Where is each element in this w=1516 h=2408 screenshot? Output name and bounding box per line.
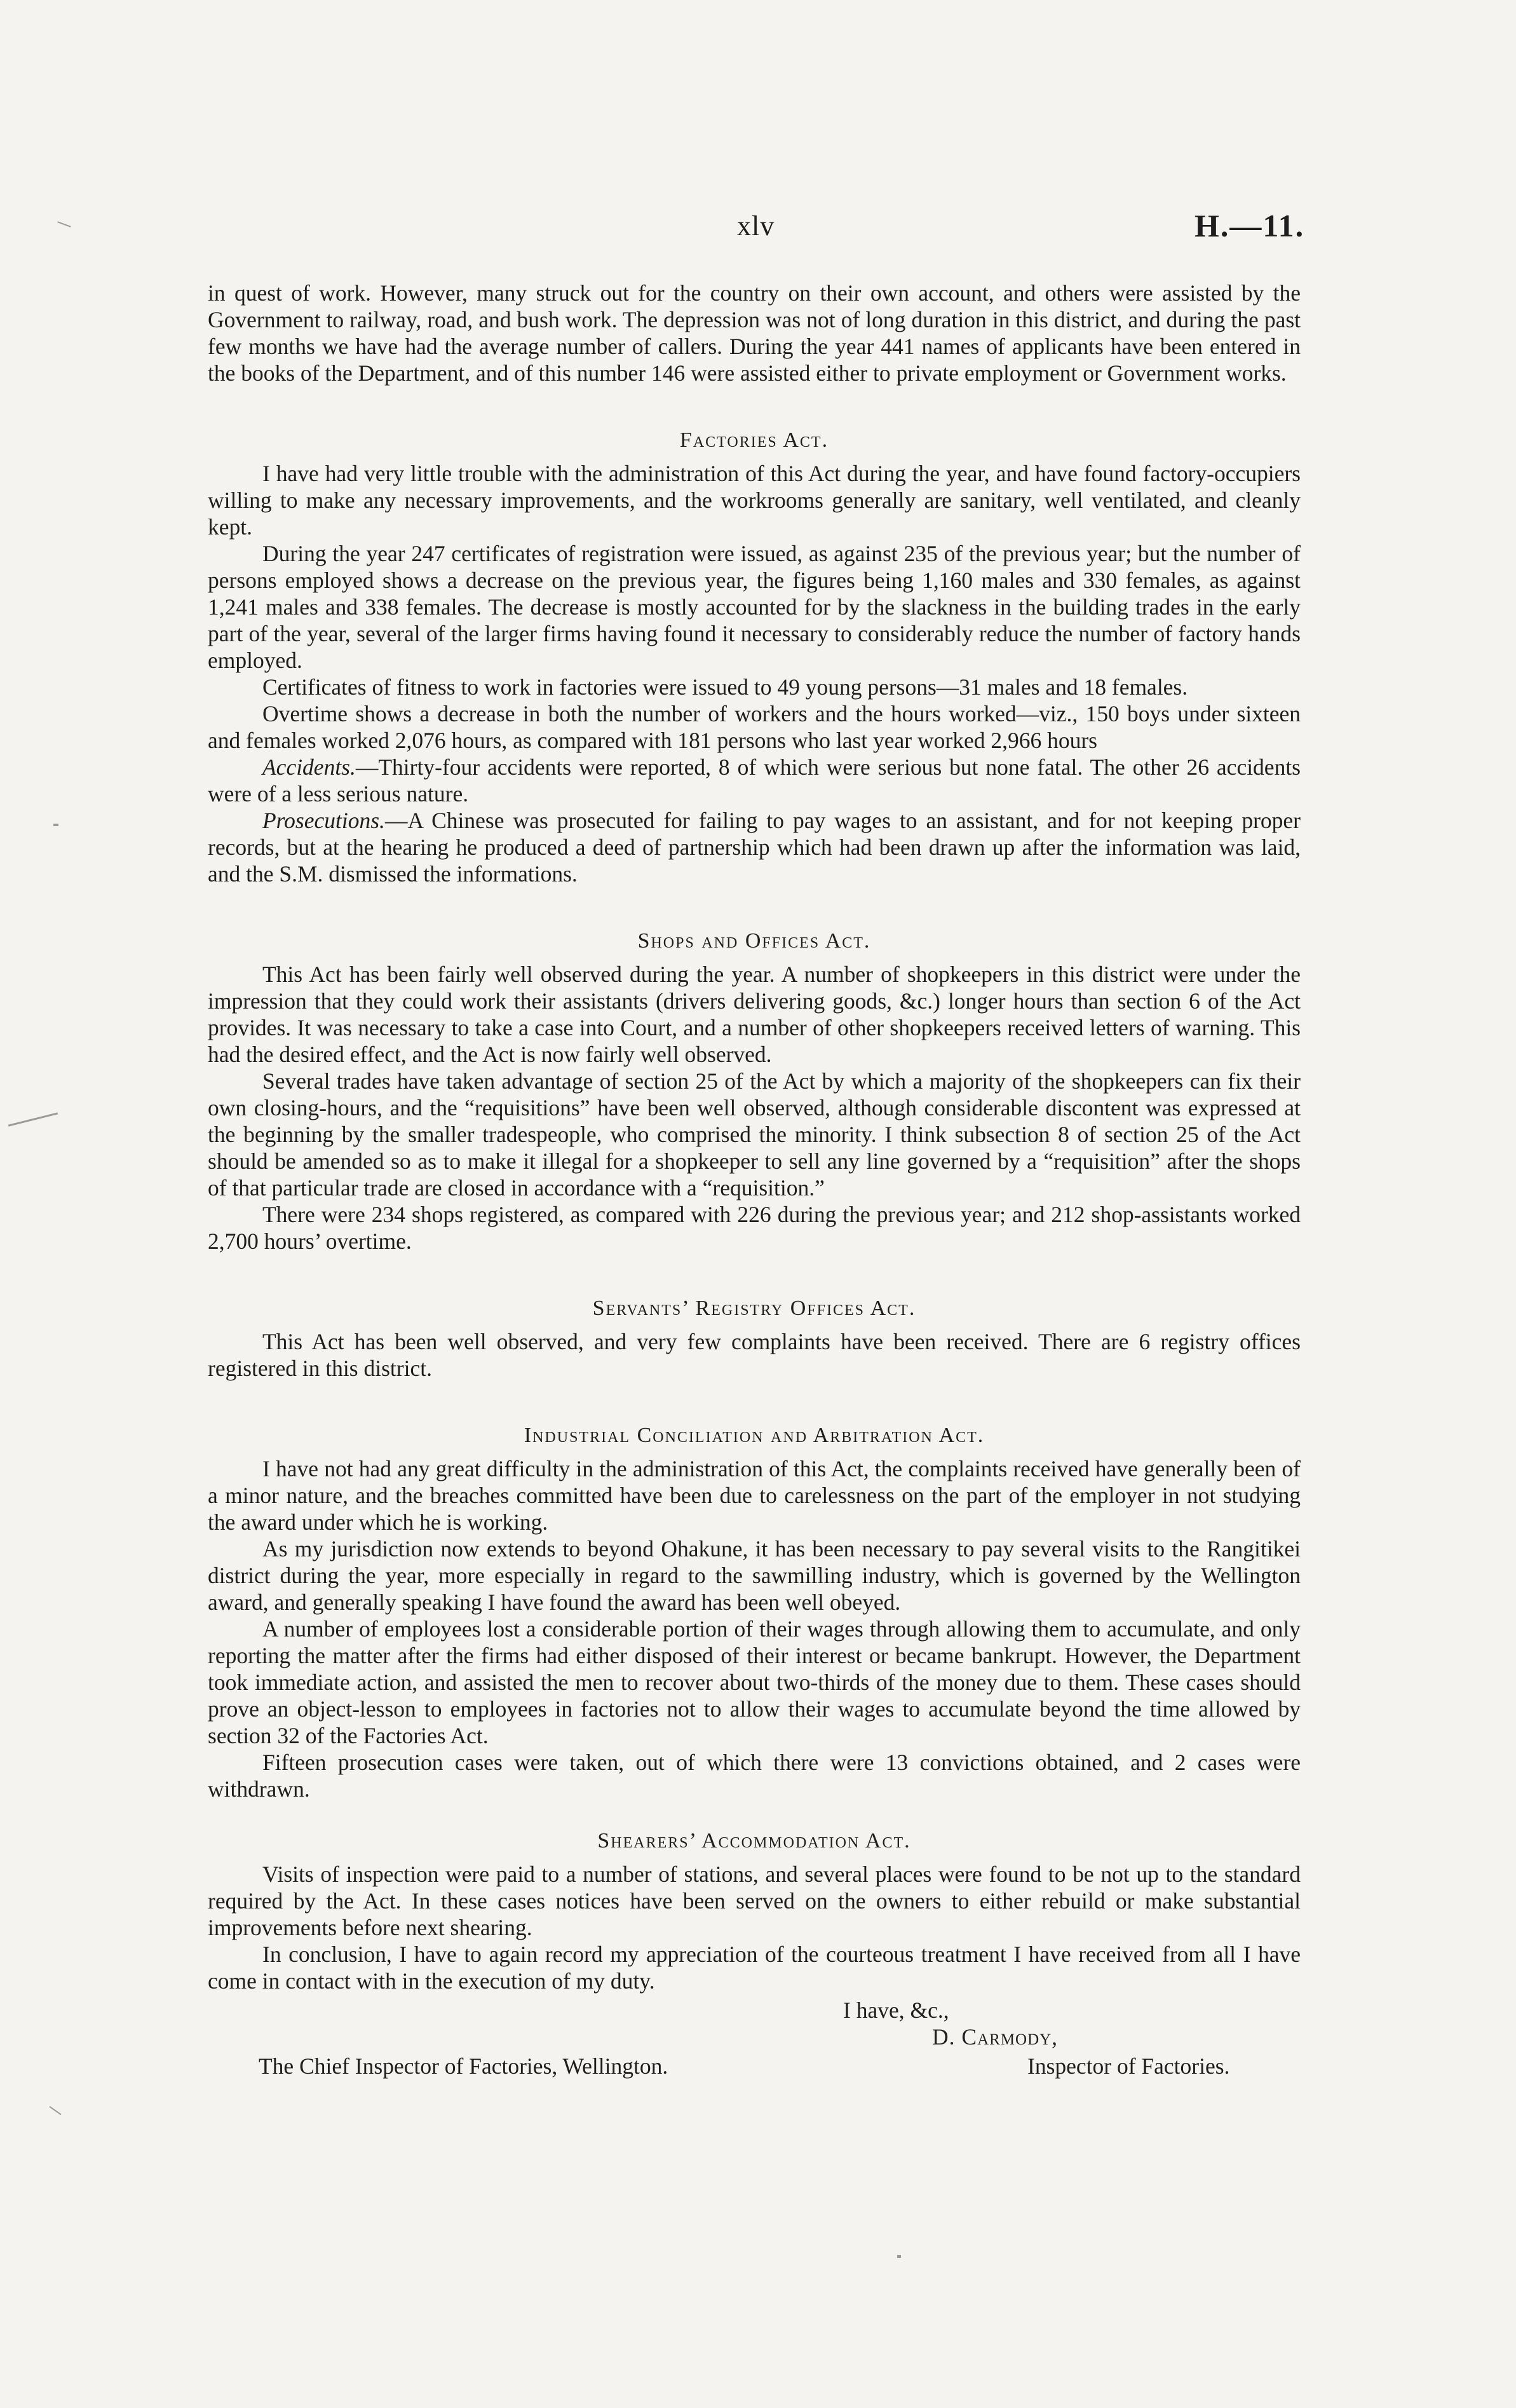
signoff-block (208, 1997, 1301, 2105)
signoff-title: Inspector of Factories. (1027, 2053, 1230, 2079)
factories-paragraph-1: I have had very little trouble with the administration of this Act during the year, and have found factory-occupiers willing to make any necessary improvements, and the workrooms generally are sanitary, well ventilated, and cleanly kept. (208, 461, 1301, 540)
factories-paragraph-3: Certificates of fitness to work in factories were issued to 49 young persons—31 males and 18 females. (262, 674, 1188, 700)
shops-act-heading: Shops and Offices Act. (637, 929, 871, 953)
industrial-paragraph-4: Fifteen prosecution cases were taken, out of which there were 13 convictions obtained, and 2 cases were withdrawn. (208, 1750, 1301, 1802)
industrial-paragraph-1: I have not had any great difficulty in the administration of this Act, the complaints received have generally been of a minor nature, and the breaches committed have been due to carelessness on the part of the employer in not studying the award under which he is working. (208, 1456, 1301, 1535)
factories-paragraph-2: During the year 247 certificates of registration were issued, as against 235 of the previous year; but the number of persons employed shows a decrease on the previous year, the figures being 1,160 males and 330 females, as against 1,241 males and 338 females. The decrease is mostly accounted for by the slackness in the building trades in the early part of the year, several of the larger firms having found it necessary to considerably reduce the number of factory hands employed. (208, 541, 1301, 673)
accidents-paragraph (208, 754, 1301, 807)
signoff-closing: I have, &c., (843, 1997, 949, 2023)
accidents-label: Accidents. (262, 754, 356, 780)
shearers-paragraph-2: In conclusion, I have to again record my appreciation of the courteous treatment I have received from all I have come in contact with in the execution of my duty. (208, 1942, 1301, 1994)
factories-paragraph-4: Overtime shows a decrease in both the number of workers and the hours worked—viz., 150 boys under sixteen and females worked 2,076 hours, as compared with 181 persons who last year worked 2,966 hours (208, 701, 1301, 753)
page-header (0, 210, 1516, 254)
shops-paragraph-1: This Act has been fairly well observed during the year. A number of shopkeepers in this district were under the impression that they could work their assistants (drivers delivering goods, &c.) longer hours than section 6 of the Act provides. It was necessary to take a case into Court, and a number of other shopkeepers received letters of warning. This had the desired effect, and the Act is now fairly well observed. (208, 962, 1301, 1067)
accidents-text: —Thirty-four accidents were reported, 8 of which were serious but none fatal. The other 26 accidents were of a less serious nature. (208, 754, 1301, 806)
scan-mark (8, 1112, 58, 1126)
page-number: xlv (737, 210, 775, 241)
shearers-paragraph-1: Visits of inspection were paid to a number of stations, and several places were found to be not up to the standard required by the Act. In these cases notices have been served on the owners to either rebuild or make substantial improvements before next shearing. (208, 1861, 1301, 1940)
page-body (208, 280, 1301, 2105)
shops-paragraph-2: Several trades have taken advantage of section 25 of the Act by which a majority of the shopkeepers can fix their own closing-hours, and the “requisitions” have been well observed, although considerable discontent was expressed at the beginning by the smaller tradespeople, who comprised the minority. I think subsection 8 of section 25 of the Act should be amended so as to make it illegal for a shopkeeper to sell any line governed by a “requisition” after the shops of that particular trade are closed in accordance with a “requisition.” (208, 1068, 1301, 1201)
document-reference: H.—11. (1195, 208, 1305, 243)
industrial-paragraph-2: As my jurisdiction now extends to beyond Ohakune, it has been necessary to pay several visits to the Rangitikei district during the year, more especially in regard to the sawmilling industry, which is governed by the Wellington award, and generally speaking I have found the award has been well obeyed. (208, 1536, 1301, 1615)
servants-paragraph-1: This Act has been well observed, and very few complaints have been received. There are 6 registry offices registered in this district. (208, 1329, 1301, 1381)
shearers-act-heading: Shearers’ Accommodation Act. (597, 1829, 911, 1853)
scan-mark (53, 824, 58, 826)
servants-act-heading: Servants’ Registry Offices Act. (592, 1296, 916, 1320)
industrial-paragraph-3: A number of employees lost a considerable portion of their wages through allowing them to accumulate, and only reporting the matter after the firms had either disposed of their interest or became bankrupt. However, the Department took immediate action, and assisted the men to recover about two-thirds of the money due to them. These cases should prove an object-lesson to employees in factories not to allow their wages to accumulate beyond the time allowed by section 32 of the Factories Act. (208, 1616, 1301, 1748)
signoff-name: D. Carmody, (932, 2024, 1059, 2050)
prosecutions-paragraph (208, 807, 1301, 887)
factories-act-heading: Factories Act. (679, 428, 829, 452)
shops-paragraph-3: There were 234 shops registered, as compared with 226 during the previous year; and 212 shop-assistants worked 2,700 hours’ overtime. (208, 1202, 1301, 1254)
signoff-addressee: The Chief Inspector of Factories, Wellington. (259, 2053, 668, 2079)
scan-mark (897, 2255, 901, 2258)
industrial-act-heading: Industrial Conciliation and Arbitration Act. (524, 1424, 985, 1447)
prosecutions-text: —A Chinese was prosecuted for failing to pay wages to an assistant, and for not keeping proper records, but at the hearing he produced a deed of partnership which had been drawn up after the information was laid, and the S.M. dismissed the informations. (208, 808, 1301, 887)
intro-paragraph: in quest of work. However, many struck out for the country on their own account, and others were assisted by the Government to railway, road, and bush work. The depression was not of long duration in this district, and during the past few months we have had the average number of callers. During the year 441 names of applicants have been entered in the books of the Department, and of this number 146 were assisted either to private employment or Government works. (208, 280, 1301, 386)
scan-mark (49, 2106, 61, 2115)
prosecutions-label: Prosecutions. (262, 808, 385, 833)
